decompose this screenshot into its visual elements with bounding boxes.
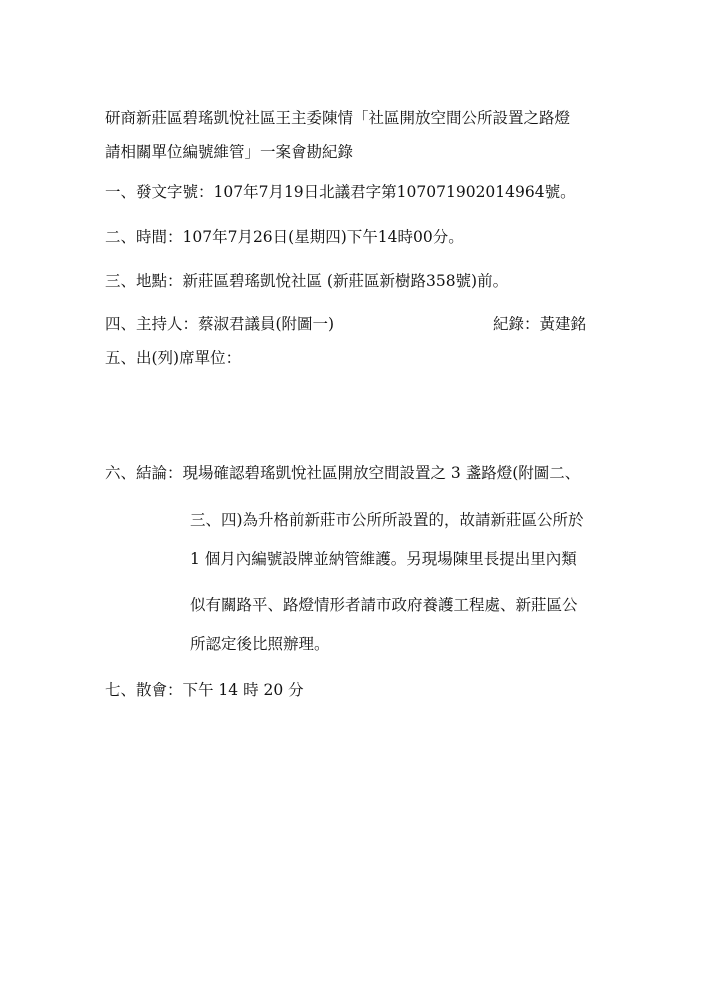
item-attendees: 五、出(列)席單位： (105, 349, 242, 367)
conclusion-line-4: 似有關路平、路燈情形者請市政府養護工程處、新莊區公 (190, 596, 578, 614)
item-host: 四、主持人：蔡淑君議員(附圖一) (105, 315, 335, 333)
document-title-line-1: 研商新莊區碧瑤凱悅社區王主委陳情「社區開放空間公所設置之路燈 (105, 109, 571, 127)
conclusion-line-1: 六、結論：現場確認碧瑤凱悅社區開放空間設置之 3 盞路燈(附圖二、 (105, 464, 581, 482)
conclusion-line-5: 所認定後比照辦理。 (190, 635, 330, 653)
document-title-line-2: 請相關單位編號維管」一案會勘紀錄 (105, 143, 354, 161)
item-recorder: 紀錄：黃建銘 (493, 315, 587, 333)
item-document-number: 一、發文字號：107年7月19日北議君字第107071902014964號。 (105, 183, 576, 201)
conclusion-line-3: 1 個月內編號設牌並納管維護。另現場陳里長提出里內類 (190, 550, 577, 568)
item-adjourn: 七、散會：下午 14 時 20 分 (105, 681, 304, 699)
item-location: 三、地點：新莊區碧瑤凱悅社區 (新莊區新樹路358號)前。 (105, 272, 509, 290)
conclusion-line-2: 三、四)為升格前新莊市公所所設置的，故請新莊區公所於 (190, 511, 584, 529)
item-time: 二、時間：107年7月26日(星期四)下午14時00分。 (105, 228, 464, 246)
